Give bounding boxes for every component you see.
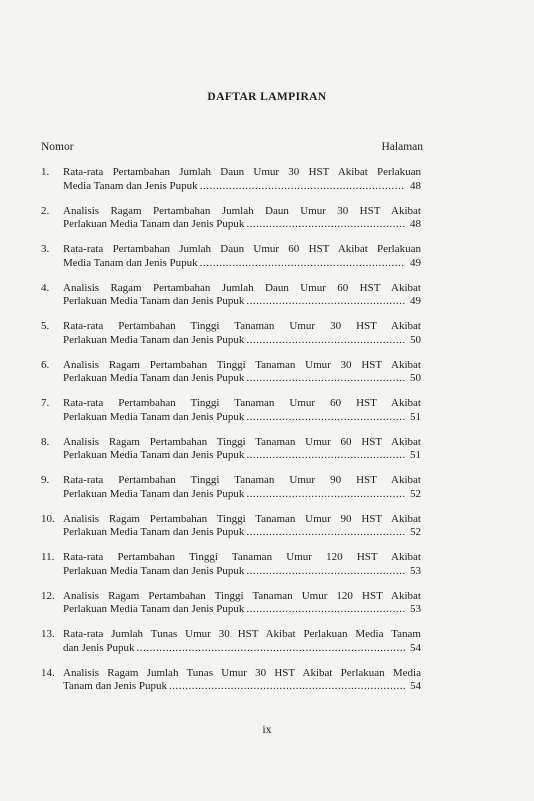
- entry-title-line2: dan Jenis Pupuk: [63, 641, 135, 654]
- list-item: [0, 551, 534, 590]
- entry-number: 8.: [41, 435, 50, 448]
- dot-leader: [246, 218, 405, 232]
- entry-title-line2: Perlakuan Media Tanam dan Jenis Pupuk: [63, 449, 245, 461]
- entry-title-line1: Analisis Ragam Pertambahan Tinggi Tanaman Umur 90 HST Akibat: [63, 512, 421, 525]
- dot-leader: [200, 180, 405, 194]
- entry-number: 6.: [41, 358, 50, 371]
- entry-title-line1: Analisis Ragam Pertambahan Jumlah Daun Umur 30 HST Akibat: [63, 204, 421, 217]
- dot-leader: [137, 642, 406, 656]
- entry-title-line1: Rata-rata Pertambahan Tinggi Tanaman Umur 120 HST Akibat: [63, 551, 421, 563]
- list-item: [0, 205, 534, 244]
- entry-title-line1: Rata-rata Pertambahan Tinggi Tanaman Umur 30 HST Akibat: [63, 320, 421, 332]
- list-item: [0, 320, 534, 359]
- entry-page-number: 53: [410, 564, 421, 577]
- entry-page-number: 51: [410, 410, 421, 423]
- entry-title-line2: Perlakuan Media Tanam dan Jenis Pupuk: [63, 410, 245, 423]
- entry-page-number: 50: [410, 333, 421, 346]
- dot-leader: [246, 449, 405, 463]
- dot-leader: [246, 526, 405, 540]
- page-title: DAFTAR LAMPIRAN: [207, 91, 327, 103]
- dot-leader: [246, 295, 405, 309]
- entry-title-line2: Tanam dan Jenis Pupuk: [63, 680, 168, 692]
- column-header-page: Halaman: [381, 141, 423, 153]
- dot-leader: [246, 334, 405, 348]
- dot-leader: [246, 603, 405, 617]
- entry-page-number: 48: [410, 179, 421, 192]
- entry-title-line2: Perlakuan Media Tanam dan Jenis Pupuk: [63, 218, 245, 230]
- list-item: [0, 628, 534, 667]
- list-item: [0, 513, 534, 552]
- entry-page-number: 54: [410, 641, 421, 654]
- entry-title-line2: Perlakuan Media Tanam dan Jenis Pupuk: [63, 603, 245, 615]
- dot-leader: [246, 411, 405, 425]
- entry-number: 11.: [41, 551, 55, 563]
- entry-title-line2: Perlakuan Media Tanam dan Jenis Pupuk: [63, 526, 245, 538]
- list-item: [0, 436, 534, 475]
- entry-title-line1: Rata-rata Jumlah Tunas Umur 30 HST Akibat Perlakuan Media Tanam: [63, 628, 421, 640]
- page-number: ix: [262, 722, 272, 736]
- list-item: [0, 397, 534, 436]
- entry-page-number: 51: [410, 449, 421, 461]
- entry-title-line1: Rata-rata Pertambahan Tinggi Tanaman Umur 90 HST Akibat: [63, 474, 421, 486]
- entry-title-line1: Analisis Ragam Pertambahan Tinggi Tanaman Umur 60 HST Akibat: [63, 435, 421, 448]
- entry-title-line1: Analisis Ragam Jumlah Tunas Umur 30 HST Akibat Perlakuan Media: [63, 666, 421, 679]
- dot-leader: [246, 372, 405, 386]
- dot-leader: [169, 680, 405, 694]
- entry-number: 4.: [41, 281, 50, 294]
- entry-page-number: 48: [410, 218, 421, 230]
- entry-title-line2: Perlakuan Media Tanam dan Jenis Pupuk: [63, 333, 245, 346]
- entry-title-line1: Rata-rata Pertambahan Jumlah Daun Umur 30 HST Akibat Perlakuan: [63, 166, 421, 178]
- entry-page-number: 53: [410, 603, 421, 615]
- list-item: [0, 474, 534, 513]
- entry-number: 9.: [41, 474, 50, 486]
- list-item: [0, 166, 534, 205]
- dot-leader: [246, 488, 405, 502]
- appendix-list: [0, 166, 534, 705]
- column-header-number: Nomor: [41, 141, 74, 153]
- entry-page-number: 52: [410, 526, 421, 538]
- dot-leader: [200, 257, 405, 271]
- entry-title-line1: Analisis Ragam Pertambahan Jumlah Daun Umur 60 HST Akibat: [63, 281, 421, 294]
- entry-page-number: 54: [410, 680, 421, 692]
- entry-title-line1: Rata-rata Pertambahan Tinggi Tanaman Umur 60 HST Akibat: [63, 397, 421, 409]
- entry-number: 7.: [41, 397, 50, 409]
- entry-page-number: 49: [410, 256, 421, 269]
- entry-title-line2: Media Tanam dan Jenis Pupuk: [63, 256, 198, 269]
- entry-title-line2: Perlakuan Media Tanam dan Jenis Pupuk: [63, 295, 245, 307]
- entry-number: 2.: [41, 204, 50, 217]
- list-item: [0, 667, 534, 706]
- list-item: [0, 590, 534, 629]
- dot-leader: [246, 565, 405, 579]
- list-item: [0, 359, 534, 398]
- entry-number: 5.: [41, 320, 50, 332]
- entry-number: 3.: [41, 243, 50, 255]
- entry-page-number: 52: [410, 487, 421, 500]
- entry-number: 1.: [41, 166, 50, 178]
- entry-number: 13.: [41, 628, 55, 640]
- entry-title-line2: Perlakuan Media Tanam dan Jenis Pupuk: [63, 564, 245, 577]
- entry-title-line2: Perlakuan Media Tanam dan Jenis Pupuk: [63, 372, 245, 384]
- list-item: [0, 243, 534, 282]
- entry-page-number: 50: [410, 372, 421, 384]
- entry-title-line1: Rata-rata Pertambahan Jumlah Daun Umur 60 HST Akibat Perlakuan: [63, 243, 421, 255]
- entry-number: 12.: [41, 589, 55, 602]
- entry-title-line1: Analisis Ragam Pertambahan Tinggi Tanaman Umur 30 HST Akibat: [63, 358, 421, 371]
- entry-page-number: 49: [410, 295, 421, 307]
- list-item: [0, 282, 534, 321]
- entry-title-line2: Perlakuan Media Tanam dan Jenis Pupuk: [63, 487, 245, 500]
- entry-title-line2: Media Tanam dan Jenis Pupuk: [63, 179, 198, 192]
- entry-number: 10.: [41, 512, 55, 525]
- entry-title-line1: Analisis Ragam Pertambahan Tinggi Tanaman Umur 120 HST Akibat: [63, 589, 421, 602]
- entry-number: 14.: [41, 666, 55, 679]
